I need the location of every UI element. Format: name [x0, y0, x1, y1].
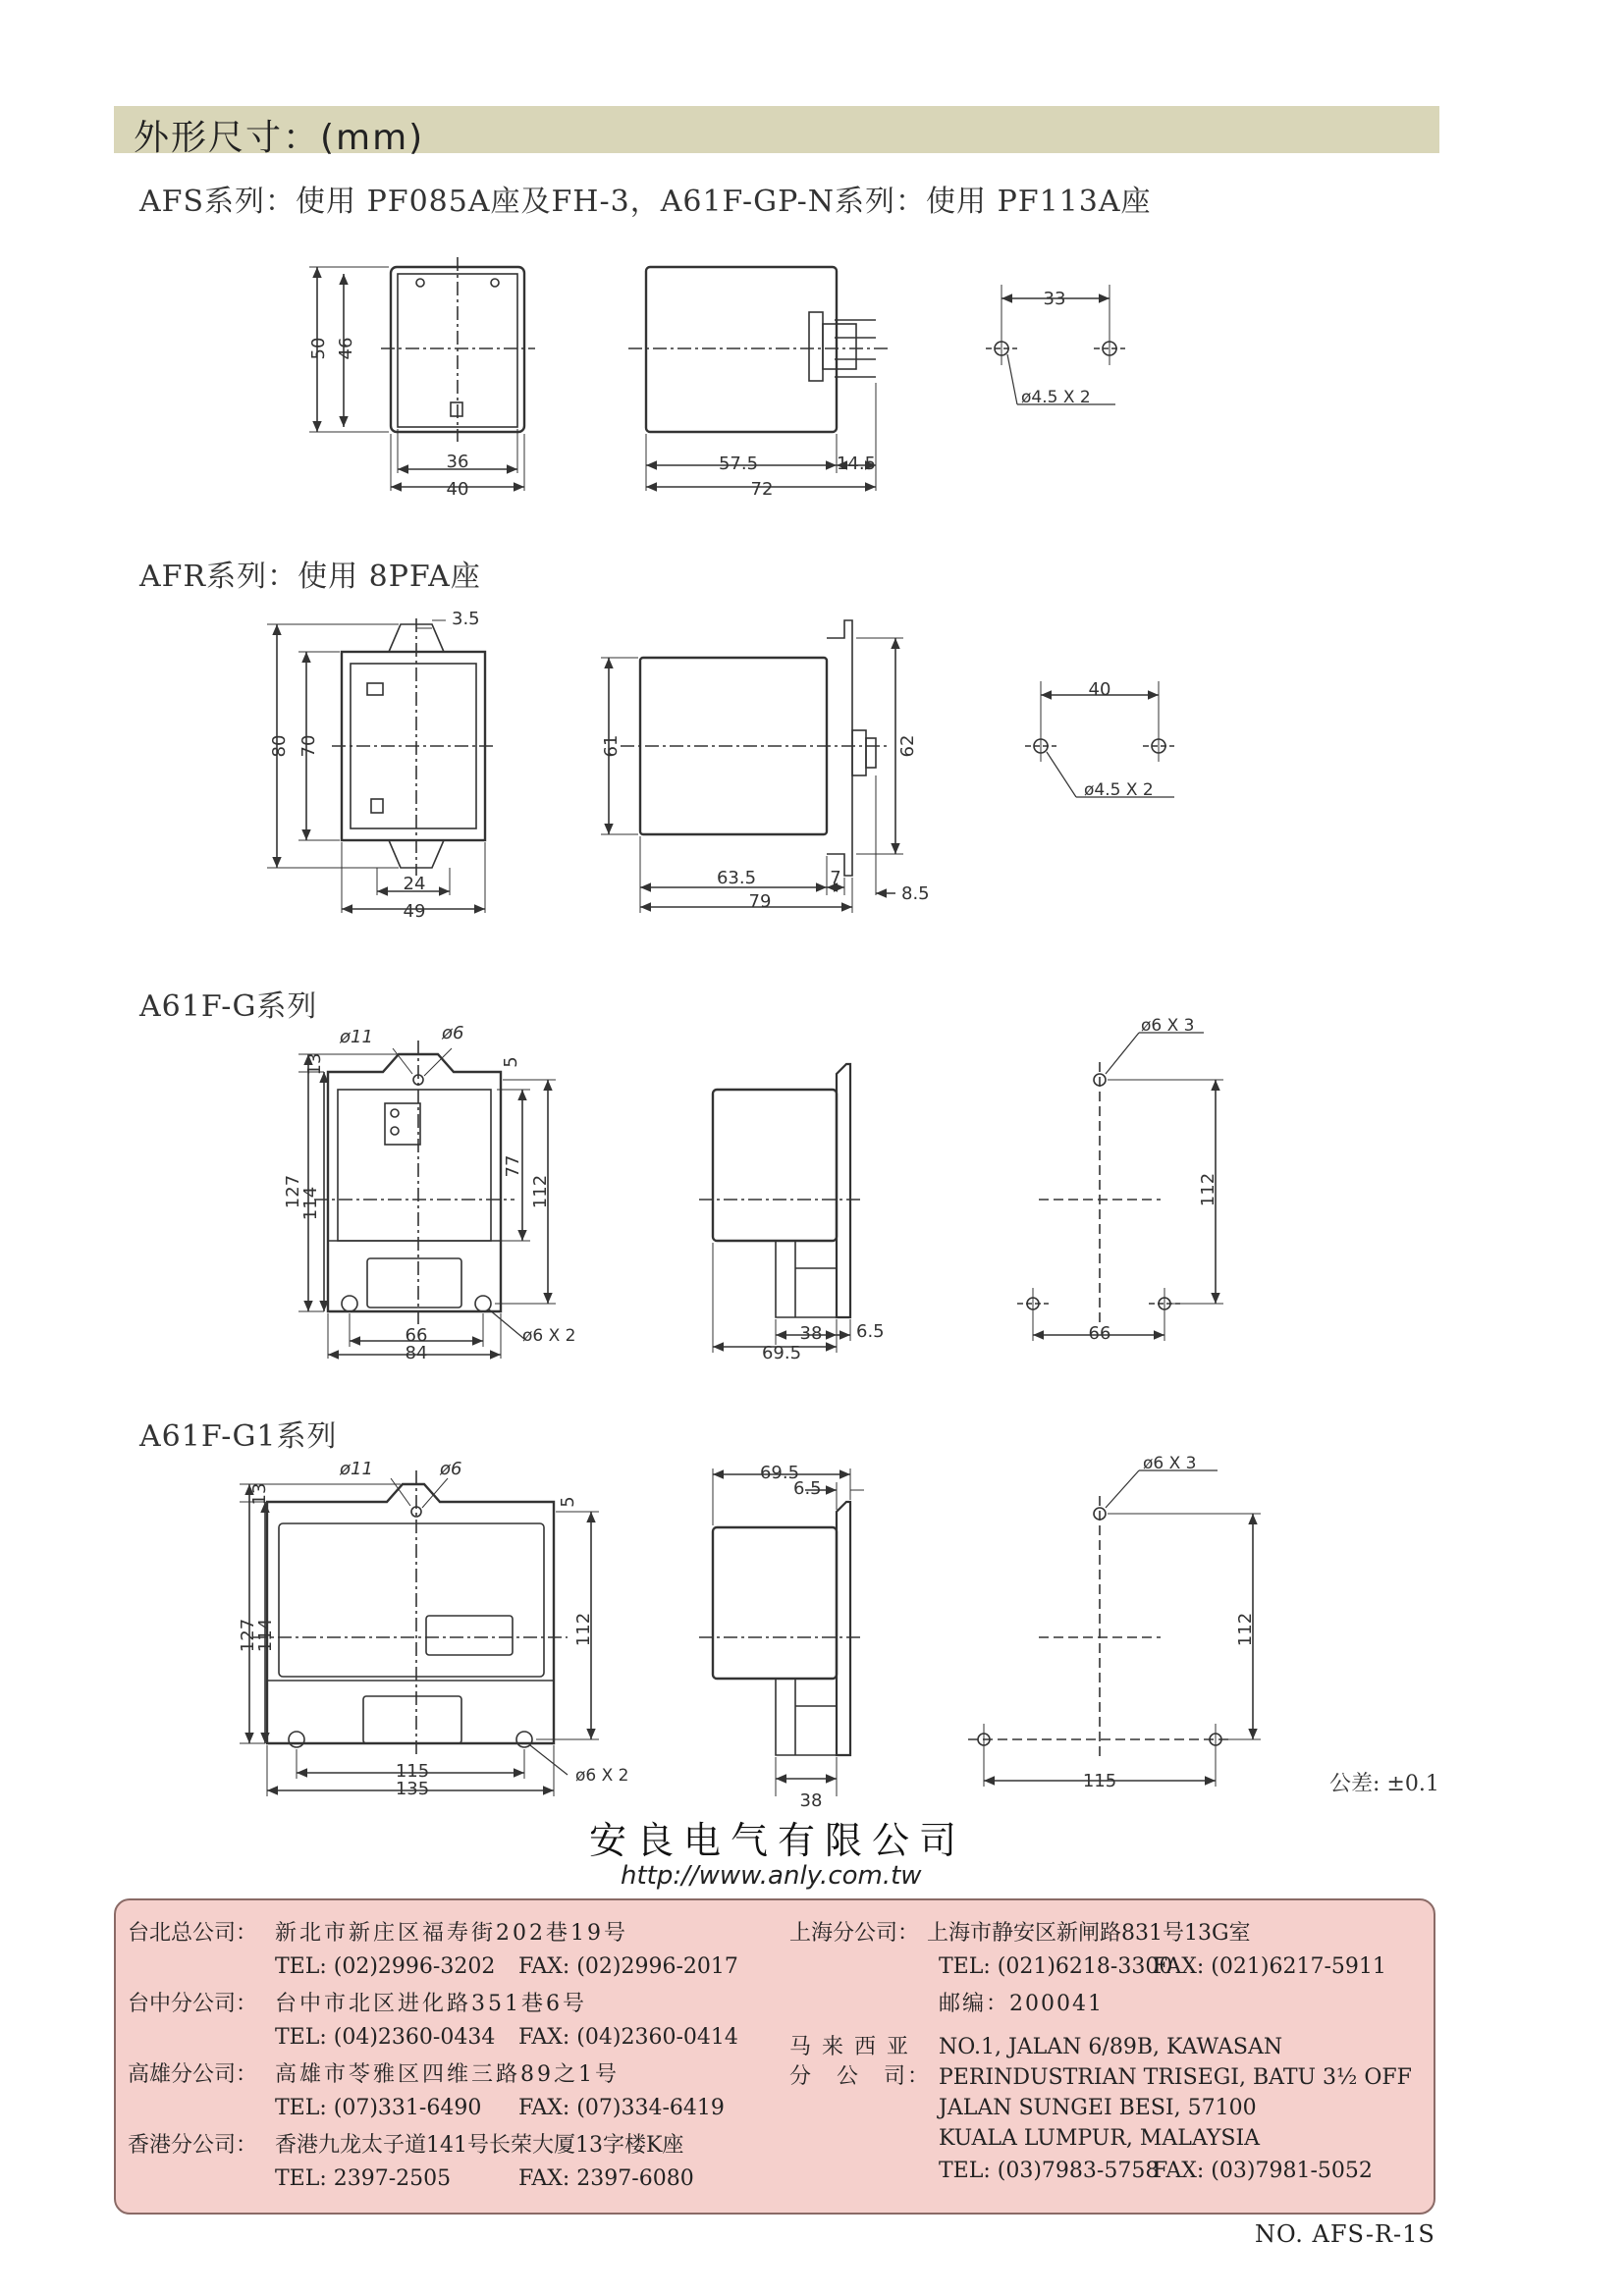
dim-g-38: 38 — [799, 1323, 823, 1344]
dim-g1-114: 114 — [255, 1618, 276, 1653]
dim-afr-8-5: 8.5 — [901, 883, 930, 904]
office-address-line: JALAN SUNGEI BESI, 57100 — [939, 2096, 1257, 2120]
dim-g-mount-66: 66 — [1088, 1323, 1111, 1344]
office-fax: FAX: (04)2360-0414 — [518, 2025, 738, 2050]
a61f-g-front-view — [298, 1041, 556, 1359]
dim-afr-62: 62 — [897, 734, 918, 758]
company-name: 安良电气有限公司 — [589, 1819, 967, 1862]
dim-afr-hole: ø4.5 X 2 — [1084, 780, 1154, 800]
dim-g-13: 13 — [304, 1052, 325, 1076]
dim-g1-112: 112 — [573, 1612, 594, 1647]
office-name: 香港分公司： — [128, 2133, 258, 2158]
office-name: 高雄分公司： — [128, 2062, 258, 2087]
dim-afs-72: 72 — [750, 479, 774, 500]
office-address-line: NO.1, JALAN 6/89B, KAWASAN — [939, 2035, 1283, 2059]
dim-g-127: 127 — [283, 1174, 303, 1209]
office-address: 新北市新庄区福寿街202巷19号 — [275, 1921, 628, 1946]
office-address: 上海市静安区新闸路831号13G室 — [927, 1921, 1251, 1946]
a61f-g1-side-view — [699, 1468, 864, 1796]
section-title-a61f-g: A61F-G系列 — [139, 989, 318, 1024]
a61f-g1-mount-pattern — [968, 1470, 1261, 1787]
office-address-line: KUALA LUMPUR, MALAYSIA — [939, 2126, 1261, 2151]
afs-front-view — [309, 257, 535, 491]
dim-g-d11: ø11 — [340, 1027, 373, 1047]
office-tel: TEL: (03)7983-5758 — [939, 2159, 1160, 2183]
company-url[interactable]: http://www.anly.com.tw — [621, 1861, 922, 1891]
dim-afr-3-5: 3.5 — [452, 609, 480, 629]
office-address: 高雄市苓雅区四维三路89之1号 — [275, 2062, 620, 2087]
office-tel: TEL: (04)2360-0434 — [275, 2025, 496, 2050]
section-title-afr: AFR系列：使用 8PFA座 — [139, 560, 481, 594]
dim-afs-57-5: 57.5 — [718, 454, 759, 474]
dim-g1-mount-hole: ø6 X 3 — [1143, 1454, 1197, 1473]
dim-g-mount-hole: ø6 X 3 — [1141, 1016, 1195, 1036]
dim-afs-14-5: 14.5 — [836, 454, 877, 474]
contact-box — [114, 1898, 1435, 2215]
dim-g-77: 77 — [503, 1154, 523, 1178]
dim-g1-38: 38 — [799, 1790, 823, 1811]
office-name: 台北总公司： — [128, 1921, 258, 1946]
dim-afs-40: 40 — [446, 479, 469, 500]
office-address-line: PERINDUSTRIAN TRISEGI, BATU 3½ OFF — [939, 2065, 1412, 2090]
dim-g-112: 112 — [530, 1174, 551, 1209]
dim-g1-d11: ø11 — [340, 1459, 373, 1479]
office-name: 上海分公司： — [789, 1921, 920, 1946]
a61f-g-mount-pattern — [1017, 1033, 1223, 1341]
dim-afr-70: 70 — [298, 734, 319, 758]
dim-g1-13: 13 — [249, 1482, 270, 1506]
office-fax: FAX: (07)334-6419 — [518, 2096, 725, 2120]
dim-g1-115: 115 — [395, 1761, 430, 1782]
dim-g1-6-5: 6.5 — [793, 1478, 822, 1499]
dim-g1-135: 135 — [395, 1779, 430, 1799]
dim-g1-127: 127 — [238, 1618, 258, 1653]
section-title-a61f-g1: A61F-G1系列 — [139, 1419, 338, 1454]
office-fax: FAX: (021)6217-5911 — [1153, 1954, 1386, 1979]
page-title: 外形尺寸：(mm) — [134, 118, 425, 158]
dim-g-114: 114 — [300, 1186, 321, 1221]
dim-afr-49: 49 — [403, 901, 426, 922]
dim-g1-69-5: 69.5 — [759, 1463, 800, 1483]
dim-g-66: 66 — [405, 1325, 428, 1346]
dim-g1-mount-115: 115 — [1082, 1771, 1117, 1791]
office-address: 香港九龙太子道141号长荣大厦13字楼K座 — [275, 2133, 684, 2158]
office-tel: TEL: (07)331-6490 — [275, 2096, 482, 2120]
office-fax: FAX: (02)2996-2017 — [518, 1954, 738, 1979]
dim-afs-33: 33 — [1043, 289, 1066, 309]
dim-g-69-5: 69.5 — [761, 1343, 802, 1363]
dim-afs-50: 50 — [308, 337, 329, 360]
office-tel: TEL: (021)6218-3300 — [939, 1954, 1173, 1979]
dim-g1-mount-112: 112 — [1235, 1612, 1256, 1647]
afr-front-view — [267, 618, 496, 913]
dim-afr-79: 79 — [748, 891, 772, 912]
dim-afs-36: 36 — [446, 452, 469, 472]
dim-afs-hole: ø4.5 X 2 — [1021, 388, 1091, 407]
dim-g1-hole: ø6 X 2 — [575, 1766, 629, 1786]
dim-afr-24: 24 — [403, 874, 426, 894]
dim-g-6-5: 6.5 — [856, 1321, 885, 1342]
office-fax: FAX: 2397-6080 — [518, 2166, 694, 2191]
office-name-line1: 马 来 西 亚 — [789, 2035, 910, 2059]
dim-afr-61: 61 — [601, 734, 622, 758]
dim-afs-46: 46 — [336, 337, 356, 360]
dim-afr-7: 7 — [830, 868, 841, 888]
dim-g-84: 84 — [405, 1343, 428, 1363]
office-tel: TEL: 2397-2505 — [275, 2166, 452, 2191]
dim-g-mount-112: 112 — [1198, 1172, 1218, 1207]
office-name-line2: 分 公 司： — [789, 2064, 932, 2089]
dim-g-hole: ø6 X 2 — [522, 1326, 576, 1346]
office-address: 台中市北区进化路351巷6号 — [275, 1992, 587, 2016]
office-fax: FAX: (03)7981-5052 — [1153, 2159, 1373, 2183]
dim-g-d6: ø6 — [442, 1023, 464, 1043]
office-tel: TEL: (02)2996-3202 — [275, 1954, 496, 1979]
office-postcode: 邮编：200041 — [939, 1992, 1104, 2016]
office-name: 台中分公司： — [128, 1992, 258, 2016]
dim-afr-40: 40 — [1088, 679, 1111, 700]
dim-g1-5: 5 — [558, 1496, 578, 1508]
tolerance-note: 公差: ±0.1 — [1329, 1772, 1439, 1796]
dim-g-5: 5 — [501, 1056, 521, 1068]
a61f-g-side-view — [699, 1064, 864, 1353]
dim-afr-80: 80 — [269, 734, 290, 758]
a61f-g1-front-view — [240, 1470, 599, 1796]
document-number: NO. AFS-R-1S — [1255, 2220, 1435, 2248]
section-title-afs: AFS系列：使用 PF085A座及FH-3，A61F-GP-N系列：使用 PF113A座 — [139, 185, 1152, 219]
dim-afr-63-5: 63.5 — [716, 868, 757, 888]
dim-g1-d6: ø6 — [440, 1459, 462, 1479]
